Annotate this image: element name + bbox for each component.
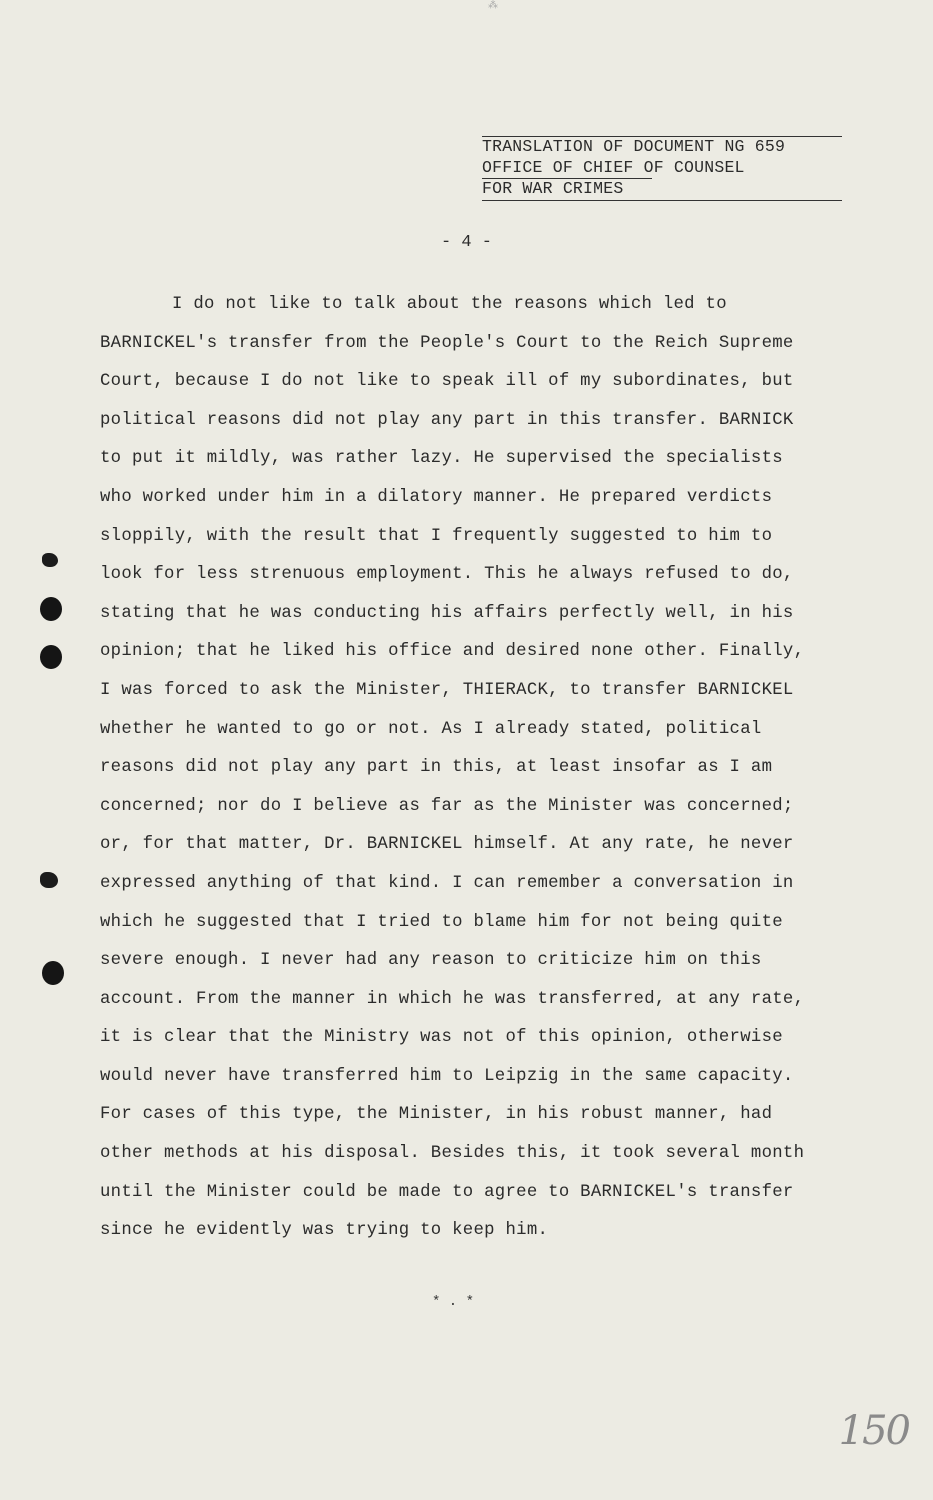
punch-hole (40, 597, 62, 621)
body-text (100, 286, 860, 1251)
body-line: who worked under him in a dilatory manner. He prepared verdicts (100, 487, 773, 507)
header-rule-underline (482, 178, 652, 179)
body-line: severe enough. I never had any reason to criticize him on this (100, 951, 762, 971)
header-line-3: FOR WAR CRIMES (482, 179, 624, 198)
header-line-1: TRANSLATION OF DOCUMENT NG 659 (482, 137, 786, 156)
body-line: other methods at his disposal. Besides this, it took several month (100, 1144, 805, 1164)
body-line: I do not like to talk about the reasons which led to (172, 295, 727, 314)
punch-mark (40, 872, 58, 888)
body-line: it is clear that the Ministry was not of this opinion, otherwise (100, 1028, 783, 1048)
body-line: sloppily, with the result that I frequently suggested to him to (100, 526, 773, 546)
punch-hole (40, 645, 62, 669)
body-line: account. From the manner in which he was transferred, at any rate, (100, 989, 805, 1009)
body-line: to put it mildly, was rather lazy. He supervised the specialists (100, 449, 783, 469)
body-line: I was forced to ask the Minister, THIERACK, to transfer BARNICKEL (100, 680, 794, 700)
body-line: look for less strenuous employment. This he always refused to do, (100, 565, 794, 585)
body-line: stating that he was conducting his affairs perfectly well, in his (100, 603, 794, 623)
body-line: concerned; nor do I believe as far as the Minister was concerned; (100, 796, 794, 816)
header-rule-bottom (482, 200, 842, 201)
body-line: whether he wanted to go or not. As I already stated, political (100, 719, 762, 739)
body-line: expressed anything of that kind. I can remember a conversation in (100, 873, 794, 893)
body-line: BARNICKEL's transfer from the People's Court to the Reich Supreme (100, 333, 794, 353)
punch-hole (42, 961, 64, 985)
body-line: or, for that matter, Dr. BARNICKEL himself. At any rate, he never (100, 835, 794, 855)
body-line: For cases of this type, the Minister, in his robust manner, had (100, 1105, 773, 1125)
body-line: political reasons did not play any part in this transfer. BARNICK (100, 410, 794, 430)
body-line: opinion; that he liked his office and desired none other. Finally, (100, 642, 805, 662)
punch-mark (42, 553, 58, 567)
body-line: which he suggested that I tried to blame him for not being quite (100, 912, 783, 932)
footer-mark: * . * (432, 1294, 475, 1310)
document-header (482, 136, 842, 199)
page-number: - 4 - (440, 233, 492, 252)
body-line: would never have transferred him to Leipzig in the same capacity. (100, 1066, 794, 1086)
body-line: since he evidently was trying to keep him. (100, 1221, 549, 1241)
body-line: reasons did not play any part in this, at least insofar as I am (100, 758, 773, 778)
header-line-2: OFFICE OF CHIEF OF COUNSEL (482, 158, 745, 177)
body-line: until the Minister could be made to agree to BARNICKEL's transfer (100, 1182, 794, 1202)
handwritten-page-number: 150 (838, 1408, 909, 1454)
body-line: Court, because I do not like to speak ill of my subordinates, but (100, 372, 794, 392)
paper-speck: ⁂ (488, 1, 498, 12)
